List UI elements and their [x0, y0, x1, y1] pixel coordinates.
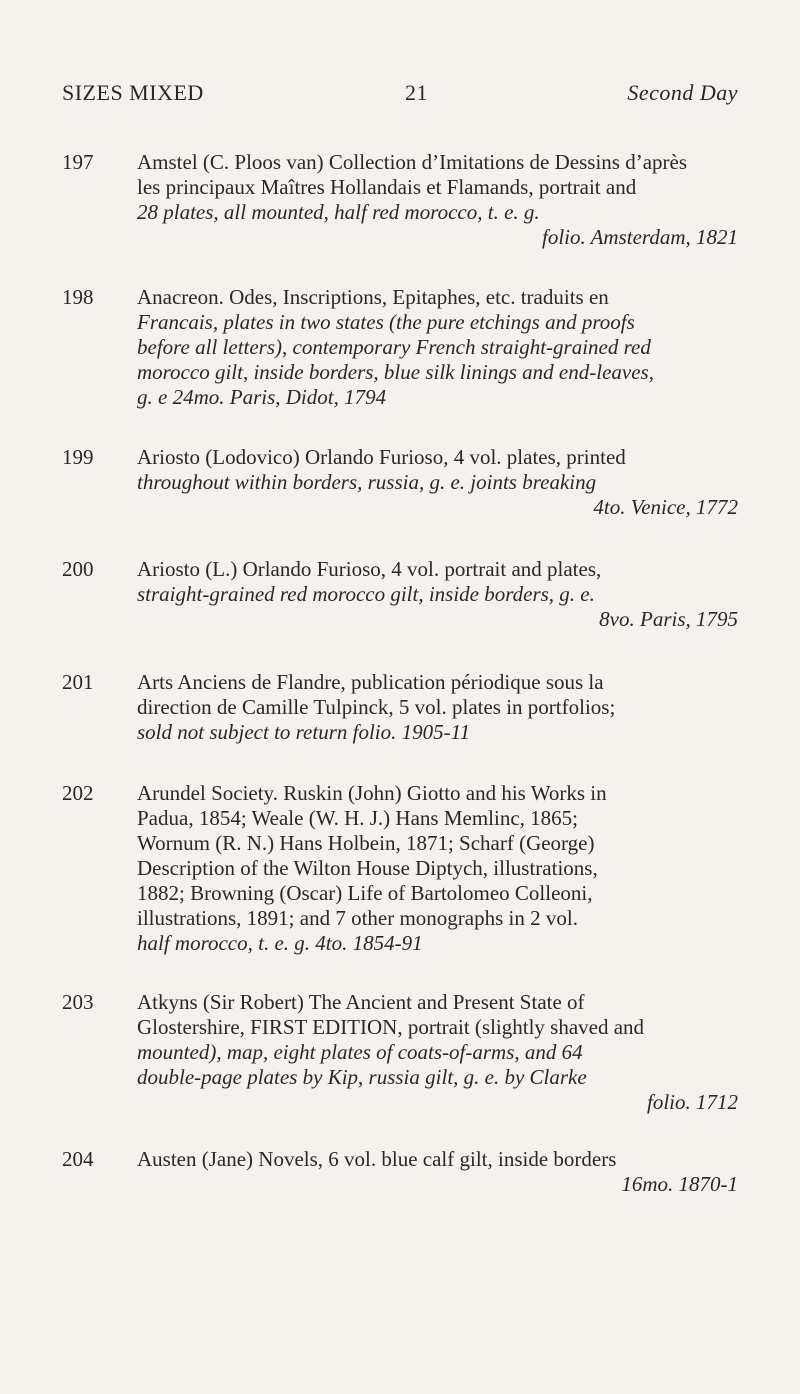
lot-line: morocco gilt, inside borders, blue silk linings and end-leaves, [137, 360, 654, 384]
lot-line: illustrations, 1891; and 7 other monographs in 2 vol. [137, 906, 578, 930]
lot-line: g. e 24mo. Paris, Didot, 1794 [137, 385, 387, 409]
lot-line: throughout within borders, russia, g. e. joints breaking [137, 470, 597, 494]
lot-line: Atkyns (Sir Robert) The Ancient and Present State of [137, 990, 585, 1014]
lot-line: Francais, plates in two states (the pure etchings and proofs [137, 310, 635, 334]
lot-line: Amstel (C. Ploos van) Collection d’Imitations de Dessins d’après [137, 150, 688, 174]
lot-line: 8vo. Paris, 1795 [599, 607, 738, 631]
lot-entry [62, 557, 738, 632]
lot-line: folio. Amsterdam, 1821 [541, 225, 738, 249]
lot-line: Anacreon. Odes, Inscriptions, Epitaphes, etc. traduits en [137, 285, 609, 309]
lot-line: 1882; Browning (Oscar) Life of Bartolomeo Colleoni, [137, 881, 593, 905]
lot-number: 201 [62, 670, 94, 694]
lot-entry [62, 285, 738, 410]
header-day: Second Day [627, 80, 738, 105]
header-section-title: SIZES MIXED [62, 80, 204, 105]
lot-line: double-page plates by Kip, russia gilt, g. e. by Clarke [137, 1065, 587, 1089]
lot-line: straight-grained red morocco gilt, inside borders, g. e. [137, 582, 595, 606]
lot-line: before all letters), contemporary French straight-grained red [137, 335, 651, 359]
lot-description [137, 150, 738, 250]
lot-description [137, 1147, 738, 1197]
lot-number: 204 [62, 1147, 94, 1171]
lot-line: half morocco, t. e. g. 4to. 1854-91 [137, 931, 423, 955]
lot-line: 4to. Venice, 1772 [593, 495, 738, 519]
lot-line: 28 plates, all mounted, half red morocco, t. e. g. [137, 200, 540, 224]
lot-entry [62, 781, 738, 956]
lot-entry [62, 445, 738, 520]
lot-description [137, 670, 738, 745]
lot-line: Arundel Society. Ruskin (John) Giotto and his Works in [137, 781, 607, 805]
lot-description [137, 557, 738, 632]
lot-number: 198 [62, 285, 94, 309]
lot-entry [62, 1147, 738, 1197]
lot-line: les principaux Maîtres Hollandais et Flamands, portrait and [137, 175, 637, 199]
lot-description [137, 781, 738, 956]
lot-description [137, 990, 738, 1115]
lot-line: Wornum (R. N.) Hans Holbein, 1871; Scharf (George) [137, 831, 595, 855]
lot-line: direction de Camille Tulpinck, 5 vol. plates in portfolios; [137, 695, 616, 719]
lot-line: Arts Anciens de Flandre, publication périodique sous la [137, 670, 604, 694]
lot-line: 16mo. 1870-1 [621, 1172, 738, 1196]
lot-entry [62, 150, 738, 250]
lot-line: folio. 1712 [646, 1090, 738, 1114]
lot-number: 202 [62, 781, 94, 805]
lot-line: sold not subject to return folio. 1905-11 [137, 720, 471, 744]
lot-line: Padua, 1854; Weale (W. H. J.) Hans Memlinc, 1865; [137, 806, 578, 830]
lot-number: 200 [62, 557, 94, 581]
lot-description [137, 445, 738, 520]
lot-line: Ariosto (Lodovico) Orlando Furioso, 4 vol. plates, printed [137, 445, 626, 469]
lot-line: Glostershire, FIRST EDITION, portrait (slightly shaved and [137, 1015, 645, 1039]
lot-line: Description of the Wilton House Diptych, illustrations, [137, 856, 598, 880]
page-number: 21 [405, 80, 428, 105]
lot-description [137, 285, 738, 410]
lot-line: Ariosto (L.) Orlando Furioso, 4 vol. portrait and plates, [137, 557, 602, 581]
lot-number: 197 [62, 150, 94, 174]
lot-entry [62, 670, 738, 745]
lot-number: 199 [62, 445, 94, 469]
lot-line: Austen (Jane) Novels, 6 vol. blue calf gilt, inside borders [137, 1147, 617, 1171]
lot-line: mounted), map, eight plates of coats-of-arms, and 64 [137, 1040, 583, 1064]
page-header [62, 80, 738, 120]
lot-number: 203 [62, 990, 94, 1014]
lot-entry [62, 990, 738, 1115]
